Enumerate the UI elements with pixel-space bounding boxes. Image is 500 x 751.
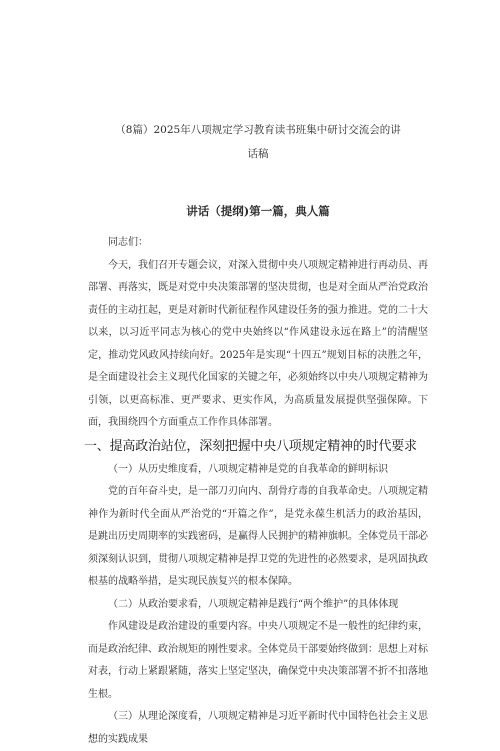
subheading-2: （二）从政治要求看，八项规定精神是践行“两个维护”的具体体现 (108, 598, 399, 610)
subheading-3: （三）从理论深度看，八项规定精神是习近平新时代中国特色社会主义思想的实践成果 (88, 711, 428, 745)
paragraph-history: 党的百年奋斗史，是一部刀刃向内、刮骨疗毒的自我革命史。八项规定精神作为新时代全面从严治党的“开篇之作”，是党永葆生机活力的政治基因，是跳出历史周期率的实践密码，是赢得人民拥护的精神旗帜。全体党员干部必须深刻认识到，贯彻八项规定精神是捍卫党的先进性的必然要求，是巩固执政根基的战略举措，是实现民族复兴的根本保障。 (88, 486, 428, 587)
greeting: 同志们： (108, 237, 148, 248)
subheading-1: （一）从历史维度看，八项规定精神是党的自我革命的鲜明标识 (108, 463, 388, 475)
paragraph-politics: 作风建设是政治建设的重要内容。中央八项规定不是一般性的纪律约束，而是政治纪律、政治规矩的刚性要求。全体党员干部要始终做到：思想上对标对表，行动上紧跟紧随，落实上坚定坚决，确保党中央决策部署不折不扣落地生根。 (88, 621, 428, 700)
paragraph-intro: 今天，我们召开专题会议，对深入贯彻中央八项规定精神进行再动员、再部署、再落实，既是对党中央决策部署的坚决贯彻，也是对全面从严治党政治责任的主动扛起，更是对新时代新征程作风建设任务的强力推进。党的二十大以来，以习近平同志为核心的党中央始终以“作风建设永远在路上”的清醒坚定，推动党风政风持续向好。2025年是实现“十四五”规划目标的决胜之年，是全面建设社会主义现代化国家的关键之年，必须始终以中央八项规定精神为引领，以更高标准、更严要求、更实作风，为高质量发展提供坚强保障。下面，我围绕四个方面重点工作作具体部署。 (88, 259, 428, 428)
document-subtitle: 讲话（提纲)第一篇，典人篇 (186, 204, 330, 218)
section-heading-1: 一、提高政治站位，深刻把握中央八项规定精神的时代要求 (84, 438, 417, 454)
document-title-line2: 话稿 (247, 148, 269, 160)
document-title-line1: （8篇）2025年八项规定学习教育读书班集中研讨交流会的讲 (115, 124, 401, 136)
